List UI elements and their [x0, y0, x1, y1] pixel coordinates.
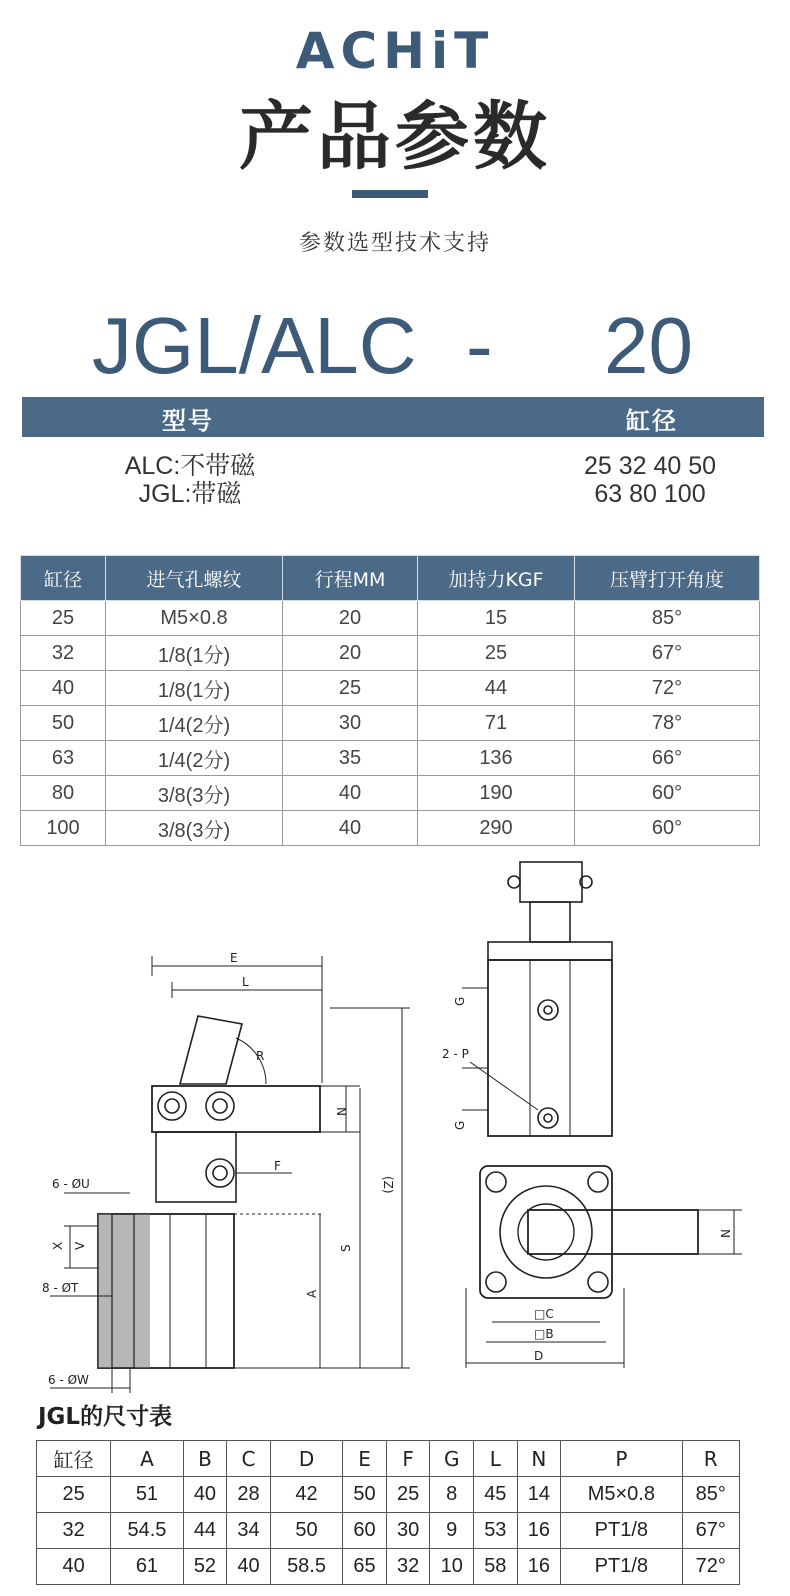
table-cell: 40 — [21, 671, 106, 706]
table-cell: M5×0.8 — [561, 1477, 682, 1513]
params-header-cell: 加持力KGF — [418, 556, 575, 601]
dim-label-d: D — [534, 1349, 544, 1363]
band-bore-label: 缸径 — [626, 407, 678, 435]
dim-label-a: A — [305, 1289, 319, 1298]
table-cell: M5×0.8 — [106, 601, 283, 636]
table-cell: 28 — [227, 1477, 271, 1513]
table-cell: 50 — [343, 1477, 387, 1513]
table-cell: 30 — [283, 706, 418, 741]
table-row — [21, 741, 760, 776]
table-row — [37, 1477, 740, 1513]
model-band — [22, 397, 764, 437]
table-cell: 25 — [283, 671, 418, 706]
model-size: 20 — [604, 301, 693, 390]
table-cell: 25 — [418, 636, 575, 671]
table-cell: 1/4(2分) — [106, 706, 283, 741]
table-cell: 85° — [575, 601, 760, 636]
table-cell: 30 — [386, 1513, 430, 1549]
table-cell: 10 — [430, 1549, 474, 1585]
dims-header-cell: G — [430, 1441, 474, 1477]
table-cell: 25 — [386, 1477, 430, 1513]
dims-header-cell: C — [227, 1441, 271, 1477]
params-header-row — [21, 556, 760, 601]
table-row — [37, 1549, 740, 1585]
table-row — [21, 706, 760, 741]
table-row — [21, 776, 760, 811]
front-view — [462, 862, 612, 1136]
table-cell: 50 — [270, 1513, 342, 1549]
table-row — [21, 636, 760, 671]
model-option-alc: ALC:不带磁 — [124, 452, 256, 480]
table-cell: 25 — [21, 601, 106, 636]
params-header-cell: 压臂打开角度 — [575, 556, 760, 601]
table-cell: 25 — [37, 1477, 111, 1513]
dim-label-p: 2 - P — [442, 1047, 469, 1061]
dim-label-f: F — [274, 1159, 281, 1173]
band-model-label: 型号 — [162, 407, 214, 435]
table-cell: 85° — [682, 1477, 739, 1513]
table-cell: 32 — [37, 1513, 111, 1549]
table-cell: 78° — [575, 706, 760, 741]
page-subtitle: 参数选型技术支持 — [298, 231, 491, 256]
dims-table — [36, 1440, 740, 1585]
table-row — [21, 811, 760, 846]
side-view-labels — [42, 951, 395, 1387]
table-cell: 136 — [418, 741, 575, 776]
table-cell: 35 — [283, 741, 418, 776]
table-cell: 67° — [682, 1513, 739, 1549]
dims-header-cell: N — [517, 1441, 561, 1477]
dim-label-x: X — [51, 1241, 65, 1250]
table-cell: 16 — [517, 1549, 561, 1585]
table-cell: 40 — [283, 776, 418, 811]
dim-label-n: N — [335, 1107, 349, 1116]
dim-label-t: 8 - ØT — [42, 1281, 79, 1295]
table-cell: 16 — [517, 1513, 561, 1549]
title-underline — [352, 190, 428, 198]
table-cell: 54.5 — [111, 1513, 183, 1549]
params-header-cell: 进气孔螺纹 — [106, 556, 283, 601]
dim-label-l: L — [242, 975, 249, 989]
dim-label-r: R — [256, 1049, 265, 1063]
dims-header-cell: L — [474, 1441, 518, 1477]
table-cell: 290 — [418, 811, 575, 846]
dims-header-cell: P — [561, 1441, 682, 1477]
table-row — [37, 1513, 740, 1549]
table-cell: 72° — [575, 671, 760, 706]
table-cell: 100 — [21, 811, 106, 846]
table-cell: 1/8(1分) — [106, 636, 283, 671]
dim-label-w: 6 - ØW — [48, 1373, 89, 1387]
page-title: 产品参数 — [239, 94, 551, 180]
table-cell: 72° — [682, 1549, 739, 1585]
table-cell: 71 — [418, 706, 575, 741]
table-cell: 42 — [270, 1477, 342, 1513]
dims-header-row — [37, 1441, 740, 1477]
table-cell: 63 — [21, 741, 106, 776]
table-row — [21, 601, 760, 636]
table-cell: 58.5 — [270, 1549, 342, 1585]
dim-label-g1: G — [453, 996, 467, 1006]
model-option-jgl: JGL:带磁 — [138, 480, 242, 508]
technical-drawing — [30, 848, 760, 1393]
model-dash: - — [466, 301, 493, 390]
table-cell: 15 — [418, 601, 575, 636]
model-options — [100, 452, 280, 508]
table-cell: 51 — [111, 1477, 183, 1513]
dim-label-s: S — [339, 1244, 353, 1252]
table-cell: 1/4(2分) — [106, 741, 283, 776]
table-cell: 66° — [575, 741, 760, 776]
dims-header-cell: B — [183, 1441, 227, 1477]
brand-logo: ACHiT — [295, 22, 495, 80]
table-cell: 60 — [343, 1513, 387, 1549]
table-cell: 52 — [183, 1549, 227, 1585]
table-cell: 67° — [575, 636, 760, 671]
table-cell: 44 — [183, 1513, 227, 1549]
table-cell: 32 — [386, 1549, 430, 1585]
dims-header-cell: F — [386, 1441, 430, 1477]
table-cell: PT1/8 — [561, 1549, 682, 1585]
dim-label-b: □B — [534, 1327, 554, 1341]
table-cell: 9 — [430, 1513, 474, 1549]
dims-table-title: JGL的尺寸表 — [38, 1404, 173, 1430]
params-header-cell: 缸径 — [21, 556, 106, 601]
table-cell: 190 — [418, 776, 575, 811]
table-cell: PT1/8 — [561, 1513, 682, 1549]
table-cell: 60° — [575, 811, 760, 846]
table-cell: 61 — [111, 1549, 183, 1585]
dim-label-c: □C — [534, 1307, 554, 1321]
bore-options-line-1: 25 32 40 50 — [583, 452, 717, 480]
dims-header-cell: 缸径 — [37, 1441, 111, 1477]
table-cell: 20 — [283, 601, 418, 636]
table-row — [21, 671, 760, 706]
table-cell: 80 — [21, 776, 106, 811]
table-cell: 53 — [474, 1513, 518, 1549]
table-cell: 60° — [575, 776, 760, 811]
dims-header-cell: A — [111, 1441, 183, 1477]
table-cell: 34 — [227, 1513, 271, 1549]
table-cell: 3/8(3分) — [106, 811, 283, 846]
table-cell: 8 — [430, 1477, 474, 1513]
params-header-cell: 行程MM — [283, 556, 418, 601]
params-table — [20, 555, 760, 846]
bore-options — [560, 452, 740, 508]
table-cell: 20 — [283, 636, 418, 671]
dim-label-g2: G — [453, 1120, 467, 1130]
bore-options-line-2: 63 80 100 — [594, 480, 706, 508]
table-cell: 44 — [418, 671, 575, 706]
table-cell: 58 — [474, 1549, 518, 1585]
dims-header-cell: R — [682, 1441, 739, 1477]
table-cell: 40 — [227, 1549, 271, 1585]
table-cell: 40 — [283, 811, 418, 846]
table-cell: 50 — [21, 706, 106, 741]
bottom-view — [466, 1166, 742, 1368]
table-cell: 32 — [21, 636, 106, 671]
dims-header-cell: D — [270, 1441, 342, 1477]
table-cell: 40 — [37, 1549, 111, 1585]
dim-label-v: V — [73, 1241, 87, 1250]
table-cell: 14 — [517, 1477, 561, 1513]
table-cell: 1/8(1分) — [106, 671, 283, 706]
dim-label-n2: N — [719, 1229, 733, 1238]
table-cell: 45 — [474, 1477, 518, 1513]
dim-label-u: 6 - ØU — [52, 1177, 90, 1191]
dim-label-e: E — [230, 951, 238, 965]
table-cell: 40 — [183, 1477, 227, 1513]
table-cell: 3/8(3分) — [106, 776, 283, 811]
model-code: JGL/ALC — [92, 301, 417, 390]
side-view — [50, 956, 410, 1393]
table-cell: 65 — [343, 1549, 387, 1585]
dim-label-z: (Z) — [381, 1176, 395, 1194]
dims-header-cell: E — [343, 1441, 387, 1477]
